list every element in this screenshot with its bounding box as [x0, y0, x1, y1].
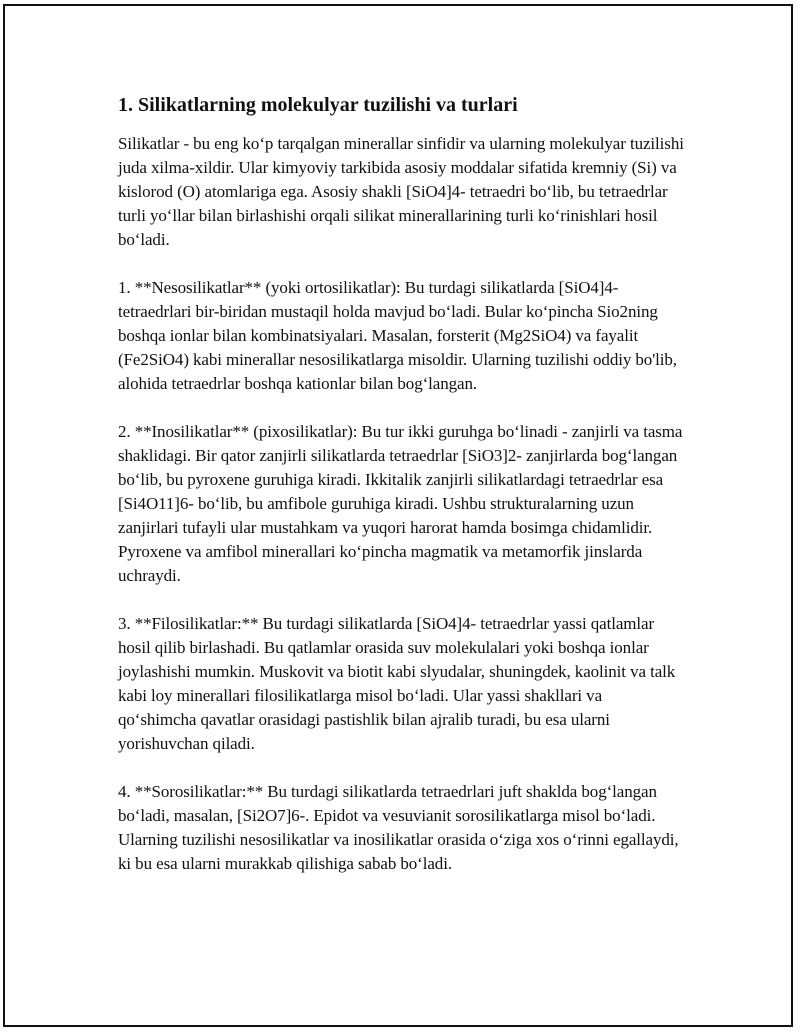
paragraph-nesosilicates: 1. **Nesosilikatlar** (yoki ortosilikatlar): Bu turdagi silikatlarda [SiO4]4- tetraedrlari bir-biridan mustaqil holda mavjud bo‘ladi. Bular ko‘pincha Sio2ning boshqa ionlar bilan kombinatsiyalari. Masalan, forsterit (Mg2SiO4) va fayalit (Fe2SiO4) kabi minerallar nesosilikatlarga misoldir. Ularning tuzilishi oddiy bo'lib, alohida tetraedrlar boshqa kationlar bilan bog‘langan. [118, 278, 677, 393]
paragraph-intro: Silikatlar - bu eng ko‘p tarqalgan minerallar sinfidir va ularning molekulyar tuzilishi juda xilma-xildir. Ular kimyoviy tarkibida asosiy moddalar sifatida kremniy (Si) va kislorod (O) atomlariga ega. Asosiy shakli [SiO4]4- tetraedri bo‘lib, bu tetraedrlar turli yo‘llar bilan birlashishi orqali silikat minerallarining turli ko‘rinishlari hosil bo‘ladi. [118, 134, 684, 249]
paragraph-inosilicates: 2. **Inosilikatlar** (pixosilikatlar): Bu tur ikki guruhga bo‘linadi - zanjirli va tasma shaklidagi. Bir qator zanjirli silikatlarda tetraedrlar [SiO3]2- zanjirlarda bog‘langan bo‘lib, bu pyroxene guruhiga kiradi. Ikkitalik zanjirli silikatlardagi tetraedrlar esa [Si4O11]6- bo‘lib, bu amfibole guruhiga kiradi. Ushbu strukturalarning uzun zanjirlari tufayli ular mustahkam va yuqori harorat hamda bosimga chidamlidir. Pyroxene va amfibol minerallari ko‘pincha magmatik va metamorfik jinslarda uchraydi. [118, 422, 683, 585]
paragraph-sorosilicates: 4. **Sorosilikatlar:** Bu turdagi silikatlarda tetraedrlari juft shaklda bog‘langan bo‘ladi, masalan, [Si2O7]6-. Epidot va vesuvianit sorosilikatlarga misol bo‘ladi. Ularning tuzilishi nesosilikatlar va inosilikatlar orasida o‘ziga xos o‘rinni egallaydi, ki bu esa ularni murakkab qilishiga sabab bo‘ladi. [118, 782, 679, 873]
document-body [118, 92, 684, 900]
document-title: 1. Silikatlarning molekulyar tuzilishi va turlari [118, 94, 518, 116]
paragraph-phyllosilicates: 3. **Filosilikatlar:** Bu turdagi silikatlarda [SiO4]4- tetraedrlar yassi qatlamlar hosil qilib birlashadi. Bu qatlamlar orasida suv molekulalari yoki boshqa ionlar joylashishi mumkin. Muskovit va biotit kabi slyudalar, shuningdek, kaolinit va talk kabi loy minerallari filosilikatlarga misol bo‘ladi. Ular yassi shakllari va qo‘shimcha qavatlar orasidagi pastishlik bilan ajralib turadi, bu esa ularni yorishuvchan qiladi. [118, 614, 676, 753]
